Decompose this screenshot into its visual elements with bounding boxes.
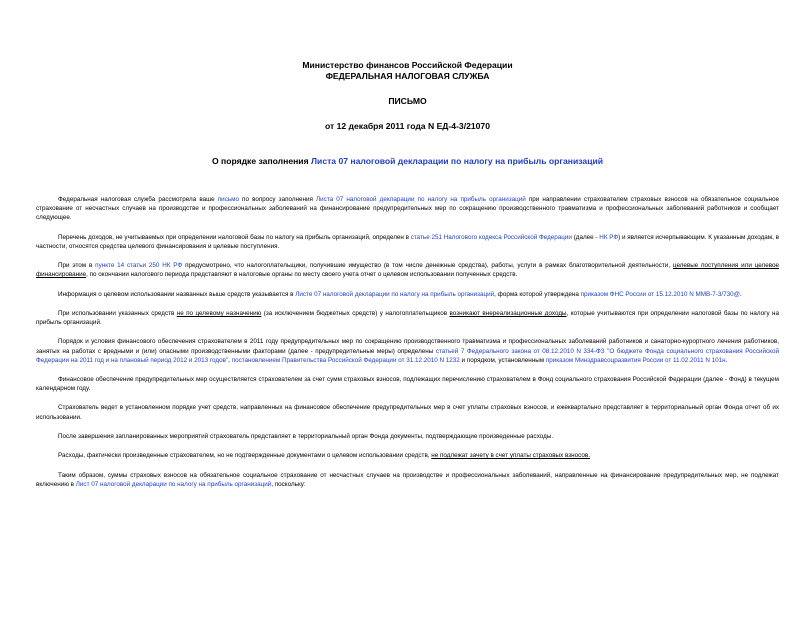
p1-text-2: по вопросу заполнения [238,196,317,203]
paragraph-1 [36,195,779,222]
p1-text-3: при направлении страхователем страховых взносов на обязательное социальное страхование от несчастных случаев на производстве и профессиональных заболеваний на финансирование предупредительных мер по сокращению производственного травматизма и профессиональных заболеваний работников и сообщает следующее. [36,196,780,222]
p10-underlined: не подлежат зачету в счет уплаты страховых взносов. [431,452,590,460]
p6-text-3: и порядком, установленным [459,356,546,364]
p6-link-federal-law[interactable]: статьей 7 Федерального закона от 08.12.2010 N 334-ФЗ "О бюджете Фонда социального страхования Российской Федерации на 2011 год и на плановый период 2012 и 2013 годов" [36,347,779,364]
paragraph-4 [36,290,779,299]
document-type: ПИСЬМО [388,96,427,106]
p11-text-2: , поскольку: [271,480,306,488]
document-subject [36,156,779,167]
paragraph-9: После завершения запланированных мероприятий страхователь представляет в территориальный орган Фонда документы, подтверждающие произведенные расходы. [58,432,554,440]
p4-text-2: , форма которой утверждена [494,290,581,298]
paragraph-10 [36,451,779,460]
p2-text-2: (далее - [571,233,600,241]
p1-link-letter[interactable]: письмо [217,196,239,203]
p3-text-3: , по окончании налогового периода представляют в налоговые органы по месту своего учета отчет о целевом использовании полученных средств. [86,271,518,279]
p2-text-3: ) и является исчерпывающим. К указанным доходам, в частности, относятся средства целевого финансирования и целевые поступления. [36,233,779,250]
p4-link-sheet07[interactable]: Листе 07 налоговой декларации по налогу на прибыль организаций [295,290,495,298]
paragraph-7: Финансовое обеспечение предупредительных мер осуществляется страхователем за счет сумм страховых взносов, подлежащих перечислению страхователем в Фонд социального страхования Российской Федерации (далее - Фонд) в текущем календарном году. [36,376,779,393]
p2-link-tax-code[interactable]: НК РФ [599,233,619,241]
document-date: от 12 декабря 2011 года N ЕД-4-3/21070 [324,121,490,131]
paragraph-6 [36,337,779,364]
p5-underlined-2: возникают внереализационные доходы [449,309,567,317]
p4-text-1: Информация о целевом использовании названных выше средств указывается в [58,290,296,298]
p2-link-article-251[interactable]: статье 251 Налогового кодекса Российской Федерации [410,233,572,241]
p1-text-1: Федеральная налоговая служба рассмотрела ваше [58,196,218,203]
subject-prefix: О порядке заполнения [211,156,311,166]
subject-link[interactable]: Листа 07 налоговой декларации по налогу на прибыль организаций [311,156,604,166]
p4-text-3: . [740,290,742,298]
paragraph-5 [36,309,779,327]
letter-body [36,195,779,489]
p6-link-government-decree[interactable]: постановлением Правительства Российской Федерации от 31.12.2010 N 1232 [231,356,460,364]
p3-text-1: При этом в [58,262,96,270]
p3-underlined: целевые поступления или целевое финансирование [36,262,779,279]
p5-text-3: , которые учитываются при определении налоговой базы по налогу на прибыль организаций. [36,309,780,327]
p6-link-ministry-order[interactable]: приказом Минздравсоцразвития России от 11.02.2011 N 101н [545,356,726,364]
paragraph-11 [36,471,779,489]
paragraph-2 [36,233,779,251]
p3-text-2: предусмотрено, что налогоплательщики, получившие имущество (в том числе денежные средства), работы, услуги в рамках благотворительной деятельности, [182,262,673,270]
p6-text-2: , [228,356,232,364]
p5-underlined-1: не по целевому назначению [176,309,262,317]
p11-text-1: Таким образом, суммы страховых взносов на обязательное социальное страхование от несчастных случаев на производстве и профессиональных заболеваний, направленные на финансирование предупредительных мер, не подлежат включению в [36,471,779,488]
p5-text-2: (за исключением бюджетных средств) у налогоплательщиков [261,309,450,317]
p11-link-sheet07[interactable]: Лист 07 налоговой декларации по налогу на прибыль организаций [75,480,272,488]
p3-link-article-250[interactable]: пункте 14 статьи 250 НК РФ [95,262,183,270]
p6-text-4: . [725,356,728,364]
p1-link-sheet07[interactable]: Листа 07 налоговой декларации по налогу на прибыль организаций [316,196,526,203]
paragraph-8: Страхователь ведет в установленном порядке учет средств, направленных на финансовое обеспечение предупредительных мер в счет уплаты страховых взносов, и ежеквартально представляет в территориальный орган Фонда отчет об их использовании. [36,404,779,421]
p2-text-1: Перечень доходов, не учитываемых при определении налоговой базы по налогу на прибыль организаций, определен в [58,233,411,241]
document-page [0,60,807,631]
service-title: ФЕДЕРАЛЬНАЯ НАЛОГОВАЯ СЛУЖБА [325,71,490,81]
p4-link-fns-order[interactable]: приказом ФНС России от 15.12.2010 N ММВ-7-3/730@ [580,290,741,298]
p6-text-1: Порядок и условия финансового обеспечения страхователем в 2011 году предупредительных мер по сокращению производственного травматизма и профессиональных заболеваний работников и санаторно-курортного лечения работников, занятых на работах с вредными и (или) опасными производственными факторами (далее - предупредительные меры) определены [36,338,779,355]
ministry-title: Министерство финансов Российской Федерации [302,60,513,70]
p5-text-1: При использовании указанных средств [58,309,177,317]
paragraph-3 [36,261,779,279]
p10-text-1: Расходы, фактически произведенные страхователем, но не подтвержденные документами о целевом использовании средств, [58,452,432,460]
